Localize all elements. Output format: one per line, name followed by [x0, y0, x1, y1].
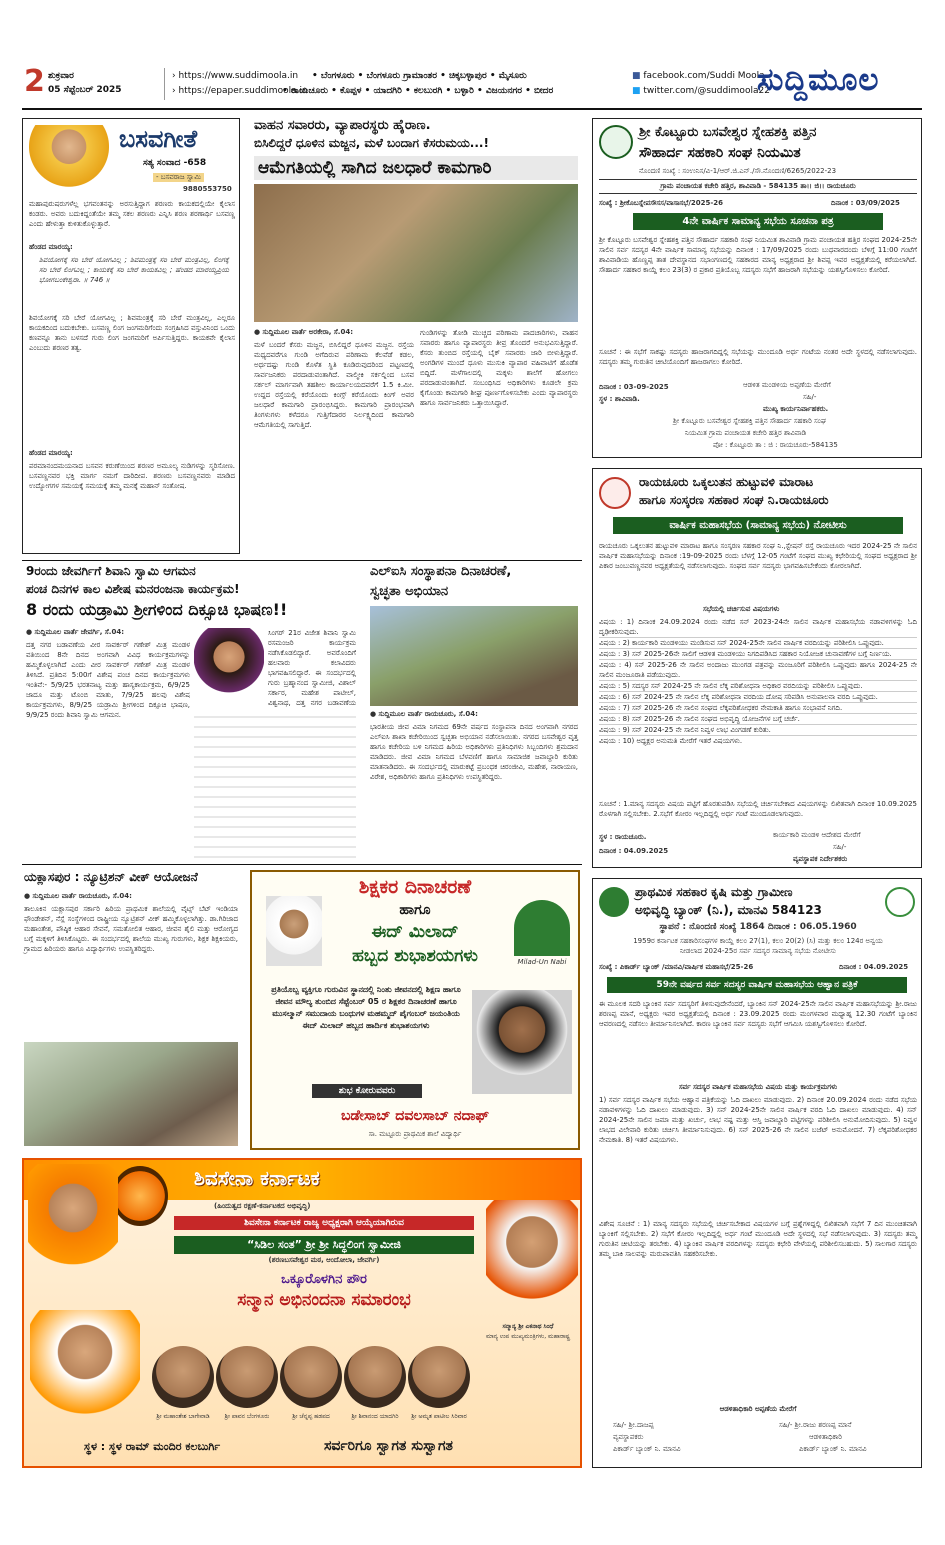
ad-line-5: ಸನ್ಮಾನ ಅಭಿನಂದನಾ ಸಮಾರಂಭ — [237, 1290, 411, 1310]
label-hendada: ಹೆಂಡದ ಮಾರಯ್ಯ: — [29, 243, 73, 251]
person-photo — [280, 1346, 342, 1408]
story-headline-2: ಸ್ವಚ್ಛತಾ ಅಭಿಯಾನ — [370, 584, 449, 599]
cities-row-1: • ಬೆಂಗಳೂರು • ಬೆಂಗಳೂರು ಗ್ರಾಮಾಂತರ • ಚಿಕ್ಕಬಳ್ಳಾಪುರ • ಮೈಸೂರು — [312, 71, 527, 81]
signature-line-5: ನಿಯಮಿತ ಗ್ರಾಮ ಪಂಚಾಯತ ಕಚೇರಿ ಹತ್ತಿರ ಶಾವಿವಾಡಿ — [685, 429, 807, 437]
story-headline: ಯಕ್ಲಾಸಪುರ : ನ್ಯೂಟ್ರಿಶನ್ ವೀಕ್ ಆಯೋಜನೆ — [24, 870, 198, 884]
bank-title-2: ಅಭಿವೃದ್ಧಿ ಬ್ಯಾಂಕ್ (ನಿ.), ಮಾನವಿ 584123 — [635, 903, 822, 917]
reference-date: ದಿನಾಂಕ : 03/09/2025 — [831, 199, 900, 207]
reference-number: ಸಂಖ್ಯೆ : ಪಿಕಾರ್ಡ್ ಬ್ಯಾಂಕ್ /ಮಾನವಿ/ವಾರ್ಷಿಕ ಮಹಾಸಭೆ/25-26 — [599, 963, 754, 971]
facebook-link[interactable]: ■ facebook.com/Suddi Moola — [632, 71, 765, 81]
okkalutana-notice — [592, 468, 922, 868]
globe-icon: › — [172, 86, 179, 96]
story-headline: 8 ರಂದು ಯಡ್ರಾಮಿ ಶ್ರೀಗಳಿಂದ ದಿಕ್ಸೂಚಿ ಭಾಷಣ!! — [26, 600, 288, 619]
ad-line-1: ಶಿಕ್ಷಕರ ದಿನಾಚರಣೆ — [358, 876, 472, 898]
column-subtitle: ಸತ್ಯ ಸಂವಾದ -658 — [143, 158, 207, 168]
cities-row-2: • ರಾಯಚೂರು • ಕೊಪ್ಪಳ • ಯಾದಗಿರಿ • ಕಲಬುರಗಿ • ಬಳ್ಳಾರಿ • ವಿಜಯನಗರ • ಬೀದರ — [282, 86, 554, 96]
person-photo — [408, 1346, 470, 1408]
venue: ಸ್ಥಳ : ಸ್ಥಳ ರಾಮ್ ಮಂದಿರ ಕಲಬುರ್ಗಿ — [84, 1440, 221, 1453]
teachers-day-ad — [250, 870, 580, 1150]
signature-line-2: ಸಹಿ/- — [803, 393, 817, 401]
notice-heading: ವಾರ್ಷಿಕ ಮಹಾಸಭೆಯ (ಸಾಮಾನ್ಯ ಸಭೆಯ) ನೋಟೀಸು — [613, 517, 903, 534]
amegathi-story — [250, 118, 580, 554]
bank-title-1: ಪ್ರಾಥಮಿಕ ಸಹಕಾರ ಕೃಷಿ ಮತ್ತು ಗ್ರಾಮೀಣ — [635, 885, 793, 899]
notice-date: ದಿನಾಂಕ : 04.09.2025 — [599, 847, 669, 855]
signature-line-3: ಮುಖ್ಯ ಕಾರ್ಯನಿರ್ವಾಹಕರು. — [763, 405, 829, 413]
agenda-item: ವಿಷಯ : 1) ದಿನಾಂಕ 24.09.2024 ರಂದು ನಡೆದ ಸನ್ 2023-24ನೇ ಸಾಲಿನ ವಾರ್ಷಿಕ ಮಹಾಸಭೆಯ ನಡಾವಳಿಗಳನ್ನು ಓದಿ ದೃಢೀಕರಿಸುವುದು. — [599, 618, 917, 636]
handshake-logo — [599, 477, 631, 509]
wisher-designation: ಸಾ. ಮಟ್ಟೂರು ಪ್ರಾಥಮಿಕ ಶಾಲೆ ವಿದ್ಯಾರ್ಥಿ — [368, 1130, 462, 1138]
basavageethe-column — [22, 118, 240, 554]
agenda-title: ಸಭೆಯಲ್ಲಿ ಚರ್ಚಿಸುವ ವಿಷಯಗಳು — [703, 605, 780, 613]
website-link[interactable]: › https://www.suddimoola.in — [172, 71, 299, 81]
notice-title-2: ಹಾಗೂ ಸಂಸ್ಕರಣ ಸಹಕಾರ ಸಂಘ ನಿ.ರಾಯಚೂರು — [639, 493, 829, 507]
header-day: ಶುಕ್ರವಾರ — [48, 71, 74, 81]
signature-line-4: ಶ್ರೀ ಕೊಟ್ಟೂರು ಬಸವೇಶ್ವರ ಸ್ನೇಹಶಕ್ತಿ ಪತ್ತಿನ ಸೌಹಾರ್ದ ಸಹಕಾರಿ ಸಂಘ — [673, 417, 827, 425]
facebook-icon: ■ — [632, 71, 644, 81]
shivani-story — [22, 564, 358, 860]
leader-name: ಸನ್ಮಾನ್ಯ ಶ್ರೀ ಎಕನಾಥ ಸಿಂಧೆ — [502, 1323, 554, 1330]
agenda-item: ವಿಷಯ : 2) ಕಾರ್ಯಕಾರಿ ಮಂಡಳಿಯು ಮಂಡಿಸುವ ಸನ್ 2024-25ನೇ ಸಾಲಿನ ವಾರ್ಷಿಕ ವರದಿಯನ್ನು ಪರಿಶೀಲಿಸಿ ಒಪ್ಪುವುದು. — [599, 638, 917, 649]
notice-intro: ರಾಯಚೂರು ಒಕ್ಕಲುತನ ಹುಟ್ಟುವಳಿ ಮಾರಾಟ ಹಾಗೂ ಸಂಸ್ಕರಣ ಸಹಕಾರ ಸಂಘ ನಿ.,ಸ್ಟೇಷನ್ ರಸ್ತೆ ರಾಯಚೂರು ಇದರ 2024-25 ನೇ ಸಾಲಿನ ವಾರ್ಷಿಕ ಮಹಾಸಭೆಯನ್ನು ದಿನಾಂಕ :19-09-2025 ರಂದು ಬೆಳಗ್ಗೆ 12-05 ಗಂಟೆಗೆ ಸಂಘದ ಮುಖ್ಯ ಕಛೇರಿಯಲ್ಲಿ ಸಂಘದ ಅಧ್ಯಕ್ಷರಾದ ಶ್ರೀ ಪಿಕಾರ ಜಂಬುವಣ್ಣನವರ ಅಧ್ಯಕ್ಷತೆಯಲ್ಲಿ ನಡೆಸಲಾಗುವುದು. ಸಂಘದ ಸರ್ವ ಸದಸ್ಯರು ಭಾಗವಹಿಸಬೇಕೆಂದು ಕೋರಲಾಗಿದೆ. — [599, 542, 917, 570]
page-number: 2 — [24, 64, 45, 99]
notice-body: ಈ ಮೂಲಕ ಸದರಿ ಬ್ಯಾಂಕಿನ ಸರ್ವ ಸದಸ್ಯರಿಗೆ ತಿಳಿಸುವುದೇನೆಂದರೆ, ಬ್ಯಾಂಕಿನ ಸನ್ 2024-25ನೇ ಸಾಲಿನ ವಾರ್ಷಿಕ ಮಹಾಸಭೆಯನ್ನು ಶ್ರೀ.ರಾಜು ಶರಣಪ್ಪ ಮಾನೆ, ಅಧ್ಯಕ್ಷರು ಇವರ ಅಧ್ಯಕ್ಷತೆಯಲ್ಲಿ ದಿನಾಂಕ : 23.09.2025 ರಂದು ಮಂಗಳವಾರ ಮಧ್ಯಾಹ್ನ 12.30 ಗಂಟೆಗೆ ಬ್ಯಾಂಕಿನ ಆವರಣದಲ್ಲಿ ನಡೆಸಲು ತೀರ್ಮಾನಿಸಲಾಗಿದೆ. ಕಾರಣ ಬ್ಯಾಂಕಿನ ಸರ್ವ ಸದಸ್ಯರು ಸಭೆಗೆ ಆಗಮಿಸಿ ಯಶಸ್ವಿಗೊಳಿಸಲು ಕೋರಿದೆ. — [599, 1000, 917, 1028]
nutrition-week-story — [22, 870, 240, 1150]
story-body-left: ದತ್ತ ನಗರ ಬಡಾವಣೆಯ ವೀರ ಸಾವರ್ಕರ್ ಗಣೇಶ್ ಮಿತ್ರ ಮಂಡಳ ವತಿಯಿಂದ 8ನೇ ದಿನದ ಅಂಗವಾಗಿ ವಿವಿಧ ಕಾರ್ಯಕ್ರಮಗಳನ್ನು ಹಮ್ಮಿಕೊಳ್ಳಲಾಗಿದೆ ಎಂದು ವೀರ ಸಾವರ್ಕರ್ ಗಣೇಶ್ ಮಿತ್ರ ಮಂಡಳ ತಿಳಿಸಿದೆ. ಪ್ರತಿದಿನ 5:00ಗೆ ವಿಶೇಷ ಪಂಚ ದಿನದ ಕಾರ್ಯಕ್ರಮಗಳು ಇಂತಿವೆ:- 5/9/25 ಭರತನಾಟ್ಯ ಮತ್ತು ಹಾಸ್ಯಕಾರ್ಯಕ್ರಮ, 6/9/25 ಜಾದೂ ಮತ್ತು ಟೊಂಬಿ ಮಾತು, 7/9/25 ಹಲವು ವಿಶೇಷ ಕಾರ್ಯಕ್ರಮಗಳು, 8/9/25 ಯಡ್ರಾಮಿ ಶ್ರೀಗಳಿಂದ ದಿಕ್ಸೂಚಿ ಭಾಷಣ, 9/9/25 ರಂದು ಶಿವಾನಿ ಸ್ವಾಮಿ ಆಗಮನ. — [26, 641, 190, 719]
column-title: ಬಸವಗೀತೆ — [119, 125, 198, 153]
special-note: ವಿಶೇಷ ಸೂಚನೆ : 1) ಮಾನ್ಯ ಸದಸ್ಯರು ಸಭೆಯಲ್ಲಿ ಚರ್ಚಿಸಬೇಕಾದ ವಿಷಯಗಳ ಬಗ್ಗೆ ಪ್ರಶ್ನೆಗಳಿದ್ದಲ್ಲಿ ಲಿಖಿತವಾಗಿ ಸಭೆಗೆ 7 ದಿನ ಮುಂಚಿತವಾಗಿ ಬ್ಯಾಂಕಿಗೆ ಸಲ್ಲಿಸಬೇಕು. 2) ಸಭೆಗೆ ಕೋರಂ ಇಲ್ಲದಿದ್ದಲ್ಲಿ ಅರ್ಧ ಗಂಟೆ ಮುಂದೂಡಿ ಅದೇ ಸ್ಥಳದಲ್ಲಿ ಸಭೆ ನಡೆಸಲಾಗುವುದು. 3) ಸದಸ್ಯರು ತಮ್ಮ ಗುರುತಿನ ಚೀಟಿಯನ್ನು ತರಬೇಕು. 4) ಬ್ಯಾಂಕಿನ ವಾರ್ಷಿಕ ವರದಿಗಳನ್ನು ಸದಸ್ಯರು ಕಛೇರಿ ವೇಳೆಯಲ್ಲಿ ಪರಿಶೀಲಿಸಬಹುದು. 5) ಸಾಲಗಾರ ಸದಸ್ಯರು ತಮ್ಮ ಬಾಕಿ ಸಾಲವನ್ನು ಮರುಪಾವತಿಸಿ ಸಹಕರಿಸಬೇಕು. — [599, 1220, 917, 1258]
agenda-item: ವಿಷಯ : 5) ಸದಸ್ಯರ ಸನ್ 2024-25 ನೇ ಸಾಲಿನ ಲೆಕ್ಕ ಪರಿಶೋಧನಾ ಅಧಿಕಾರ ವರದಿಯನ್ನು ಪರಿಶೀಲಿಸಿ ಒಪ್ಪುವುದು. — [599, 681, 917, 692]
story-dateline: ● ಸುದ್ದಿಮೂಲ ವಾರ್ತೆ ಜೇವರ್ಗಿ, ಸೆ.04: — [26, 628, 125, 636]
story-kicker-2: ಬಿಸಿಲಿದ್ದರೆ ಧೂಳಿನ ಮಜ್ಜನ, ಮಳೆ ಬಂದಾಗ ಕೆಸರುಮಯ...! — [254, 136, 489, 150]
bank-act-reference-2: ನೀಡಲಾದ 2024-25ರ ಸರ್ವ ಸದಸ್ಯರ ಸಾಮಾನ್ಯ ಸಭೆಯ ನೋಟೀಸು — [679, 947, 837, 955]
notice-date: ದಿನಾಂಕ : 03-09-2025 — [599, 383, 669, 391]
ad-line-1: ಶಿವಸೇನಾ ಕರ್ನಾಟಕ ರಾಜ್ಯ ಅಧ್ಯಕ್ಷರಾಗಿ ಆಯ್ಕೆಯಾಗಿರುವ — [174, 1216, 474, 1230]
reference-number: ಸಂಖ್ಯೆ : ಶ್ರೀಕೊಬಸ್ನೇಪಸೌಸಸ/ವಾಸಾಸಭೆ/2025-26 — [599, 199, 724, 207]
person-name: ಶ್ರೀ ಚೆನ್ನಪ್ಪ ಹಡಪದ — [292, 1413, 330, 1420]
epaper-link[interactable]: › https://epaper.suddimoola.in — [172, 86, 308, 96]
story-dateline: ● ಸುದ್ದಿಮೂಲ ವಾರ್ತೆ ಅರಕೇರಾ, ಸೆ.04: — [254, 328, 353, 336]
tiger-emblem — [112, 1166, 168, 1226]
signature-header: ಆಡಳಿತಾಧಿಕಾರಿ ಅಪ್ಪಣೆಯ ಮೇರೆಗೆ — [719, 1405, 797, 1413]
signature-left-1: ಸಹಿ/- ಶ್ರೀ.ದಾಜಪ್ಪ — [613, 1421, 654, 1429]
agenda-title: ಸರ್ವ ಸದಸ್ಯರ ವಾರ್ಷಿಕ ಮಹಾಸಭೆಯ ವಿಷಯ ಮತ್ತು ಕಾರ್ಯಕ್ರಮಗಳು — [678, 1083, 838, 1091]
trench-photo — [254, 184, 578, 322]
signature-line-1: ಕಾರ್ಯಕಾರಿ ಮಂಡಳಿ ಆದೇಶದ ಮೇರೆಗೆ — [773, 831, 861, 839]
notice-note: ಸೂಚನೆ : ಈ ಸಭೆಗೆ ಸಾಕಷ್ಟು ಸದಸ್ಯರು ಹಾಜರಾಗದಿದ್ದಲ್ಲಿ ಸಭೆಯನ್ನು ಮುಂದೂಡಿ ಅರ್ಧ ಗಂಟೆಯ ನಂತರ ಅದೇ ಸ್ಥಳದಲ್ಲಿ ನಡೆಸಲಾಗುವುದು. ಸದಸ್ಯರು ತಮ್ಮ ಗುರುತಿನ ಚೀಟಿಯೊಂದಿಗೆ ಹಾಜರಾಗಲು ಕೋರಿದೆ. — [599, 348, 917, 366]
ad-line-2: “ಸಿಡಿಲ ಸಂತ” ಶ್ರೀ ಶ್ರೀ ಸಿದ್ಧಲಿಂಗ ಸ್ವಾಮೀಜಿ — [174, 1236, 474, 1254]
notice-title-1: ಶ್ರೀ ಕೊಟ್ಟೂರು ಬಸವೇಶ್ವರ ಸ್ನೇಹಶಕ್ತಿ ಪತ್ತಿನ — [639, 125, 817, 140]
school-event-photo — [24, 1042, 238, 1146]
agenda-list — [599, 617, 917, 797]
header-date: 05 ಸೆಪ್ಟೆಂಬರ್ 2025 — [48, 85, 122, 95]
person-photo — [216, 1346, 278, 1408]
wishers-label: ಶುಭ ಕೋರುವವರು — [312, 1084, 422, 1098]
bank-establishment: ಸ್ಥಾಪನೆ : ನೊಂದಣಿ ಸಂಖ್ಯೆ 1864 ದಿನಾಂಕ : 06.05.1960 — [659, 922, 857, 932]
story-body: ಭಾರತೀಯ ಜೀವ ವಿಮಾ ನಿಗಮದ 69ನೇ ವರ್ಷದ ಸಂಸ್ಥಾಪನಾ ದಿನದ ಅಂಗವಾಗಿ ನಗರದ ಎಲ್ಐಸಿ ಶಾಖಾ ಕಚೇರಿಯಿಂದ ಸ್ವಚ್ಛತಾ ಅಭಿಯಾನ ನಡೆಸಲಾಯಿತು. ನಗರದ ಬಸವೇಶ್ವರ ವೃತ್ತ ಹಾಗೂ ಕಚೇರಿಯ ಬಳಿ ನಿಗಮದ ಹಿರಿಯ ಅಧಿಕಾರಿಗಳು ಪ್ರತಿನಿಧಿಗಳು ಸಿಬ್ಬಂದಿಗಳು ಶ್ರಮದಾನ ಮಾಡಿದರು. ಜೀವ ವಿಮಾ ನಿಗಮದ ಬೆಳವಣಿಗೆ ಹಾಗೂ ಸಾಮಾಜಿಕ ಜವಾಬ್ದಾರಿ ಕುರಿತು ಮಾತನಾಡಿದರು. ಈ ಸಂದರ್ಭದಲ್ಲಿ ಮಾರುಕಟ್ಟೆ ಪ್ರಬಂಧಕ ಚಿರಂಜೀವಿ, ಮಹೇಶ, ನಾರಾಯಣ, ವಿರೇಶ, ಅಧಿಕಾರಿಗಳು ಹಾಗೂ ಪ್ರತಿನಿಧಿಗಳು ಉಪಸ್ಥಿತರಿದ್ದರು. — [370, 723, 578, 781]
ad-line-4: ಹಬ್ಬದ ಶುಭಾಶಯಗಳು — [352, 946, 478, 966]
story-body-right-continued — [194, 708, 356, 858]
person-name: ಶ್ರೀ ಮಹಾಂತೇಶ ಬಾಗೇವಾಡಿ — [156, 1413, 210, 1420]
left-portrait — [30, 1310, 140, 1430]
column-intro: ಮಹಾಪುರುಷರುಗಳೆಲ್ಲ ಭಗವಂತನನ್ನು ಅರಸುತ್ತಿದ್ದಾಗ ಶರಣರು ಕಾಯಕದಲ್ಲಿಯೇ ಕೈಲಾಸ ಕಂಡರು. ಅವರು ಬದುಕಿದ್ದಂತೆಯೇ ತಮ್ಮ ಸಕಲ ಶರಣರು ಎನ್ನಿಸಿ ಶರಣ ಶರಣಾರ್ಥಿ ಬಸವಣ್ಣ ಎಂದು ಹೇಳುತ್ತಾ ಕುಳಿತುಕೊಳ್ಳುತ್ತಾರೆ. — [29, 200, 235, 228]
story-kicker-1: 9ರಂದು ಜೇವರ್ಗಿಗೆ ಶಿವಾನಿ ಸ್ವಾಮಿ ಆಗಮನ — [26, 564, 196, 578]
notice-place: ಸ್ಥಳ : ರಾಯಚೂರು. — [599, 833, 647, 841]
person-name: ಶ್ರೀ ಪಾವನ ಬೆಂಗಳೂರು — [224, 1413, 270, 1420]
story-body-right: ಸಿಂಗರ್ 21ರ ವಿಜೇತ ಶಿವಾನಿ ಸ್ವಾಮಿ ರಸಮಂಜರಿ ಕಾರ್ಯಕ್ರಮ ನಡೆಸಿಕೊಡಲಿದ್ದಾರೆ. ಅವರೊಂದಿಗೆ ಹಲವಾರು ಕಲಾವಿದರು ಭಾಗವಹಿಸಲಿದ್ದಾರೆ. ಈ ಸಂದರ್ಭದಲ್ಲಿ ಗುರು ಬ್ರಹ್ಮಾನಂದ ಸ್ವಾಮೀಜಿ, ವಿಶಾಲ್ ಸರ್ಕಾರ, ಮಹೇಶ ಪಾಟೀಲ್, ವಿಶ್ವನಾಥ, ದತ್ತ ನಗರ ಬಡಾವಣೆಯ — [268, 629, 356, 707]
swamiji-photo — [28, 1164, 118, 1274]
story-dateline: ● ಸುದ್ದಿಮೂಲ ವಾರ್ತೆ ರಾಯಚೂರು, ಸೆ.04: — [24, 892, 132, 900]
page-header — [22, 64, 922, 104]
milad-label: Milad-Un Nabi — [517, 958, 567, 966]
swamiji-portrait — [29, 125, 109, 187]
signature-left-2: ವ್ಯವಸ್ಥಾಪಕರು — [613, 1433, 644, 1441]
story-body: ತಾಲೂಕಿನ ಯಕ್ಲಾಸಪುರ ಸರ್ಕಾರಿ ಹಿರಿಯ ಪ್ರಾಥಮಿಕ ಶಾಲೆಯಲ್ಲಿ ವೈಟ್ಸ್ ಬೆಟ್ ಇಂಡಿಯಾ ಫೌಂಡೇಶನ್, ನೆಸ್ಲೆ ಸಂಸ್ಥೆಗಳಿಂದ ರಾಷ್ಟ್ರೀಯ ನ್ಯೂಟ್ರಿಶನ್ ವೀಕ್ ಹಮ್ಮಿಕೊಳ್ಳಲಾಗಿತ್ತು. ಡಾ.ಗಿರಿಜಾದ ಮಹಾಂತೇಶ, ಪೌಷ್ಠಿಕ ಆಹಾರ ಸೇವನೆ, ಸಮತೋಲಿತ ಆಹಾರ, ಜೀವನ ಶೈಲಿ ಮತ್ತು ಆರೋಗ್ಯದ ಬಗ್ಗೆ ಮಕ್ಕಳಿಗೆ ತಿಳಿಸಿಕೊಟ್ಟರು. ಈ ಸಂದರ್ಭದಲ್ಲಿ ಶಾಲೆಯ ಮುಖ್ಯ ಗುರುಗಳು, ಶಿಕ್ಷಕ ಶಿಕ್ಷಕಿಯರು, ಗ್ರಾಮದ ಹಿರಿಯರು ಹಾಗೂ ವಿದ್ಯಾರ್ಥಿಗಳು ಉಪಸ್ಥಿತರಿದ್ದರು. — [24, 905, 238, 953]
twitter-link[interactable]: ■ twitter.com/@suddimoola22 — [632, 86, 770, 96]
ad-title: ಶಿವಸೇನಾ ಕರ್ನಾಟಕ — [194, 1166, 320, 1190]
column-explanation: ಶಿವಯೋಗಕ್ಕೆ ಸರಿ ಬೇರೆ ಯೋಗವಿಲ್ಲ ; ಶಿವಮಂತ್ರಕ್ಕೆ ಸರಿ ಬೇರೆ ಮಂತ್ರವಿಲ್ಲ, ಎಲ್ಲರೂ ಕಾಯಕದಿಂದ ಬದುಕಬೇಕು. ಬಸವಣ್ಣ ಲಿಂಗ ಜಂಗಮರಿಗೆಂದು ಸಂಗ್ರಹಿಸಿದ ವಸ್ತುವಿನಿಂದ ಒಂದು ಕಣವನ್ನೂ ತಾನು ಬಳಸದೆ ಗುರು ಲಿಂಗ ಜಂಗಮರಿಗೆ ಅರ್ಪಿಸುತ್ತಿದ್ದರು. ಕಾಯಕವೇ ಕೈಲಾಸ ಎಂಬುದು ಶರಣರ ತತ್ವ. — [29, 314, 235, 352]
agenda-item: ವಿಷಯ : 3) ಸನ್ 2025-26ನೇ ಸಾಲಿಗೆ ಆಡಳಿತ ಮಂಡಳಿಯು ನಿಗದಿಪಡಿಸಿದ ಸಹಕಾರ ನಿಯೋಜಕ ಚುನಾವಣೆಗಳ ಬಗ್ಗೆ ನಿರ್ಣಯ. — [599, 649, 917, 660]
lic-story — [366, 564, 582, 860]
signature-line-3: ವ್ಯವಸ್ಥಾಪಕ ನಿರ್ದೇಶಕರು — [793, 855, 848, 863]
label-hendada-2: ಹೆಂಡದ ಮಾರಯ್ಯ: — [29, 449, 73, 457]
signature-right-1: ಸಹಿ/- ಶ್ರೀ.ರಾಜು ಶರಣಪ್ಪ ಮಾನೆ — [779, 1421, 852, 1429]
vachana-verse: ಶಿವಯೋಗಕ್ಕೆ ಸರಿ ಬೇರೆ ಯೋಗವಿಲ್ಲ ; ಶಿವಮಂತ್ರಕ್ಕೆ ಸರಿ ಬೇರೆ ಮಂತ್ರವಿಲ್ಲ, ಲಿಂಗಕ್ಕೆ ಸರಿ ಬೇರೆ ಲಿಂಗವಿಲ್ಲ ; ಕಾಯಕಕ್ಕೆ ಸರಿ ಬೇರೆ ಕಾಯಕವಿಲ್ಲ ; ಹೆಂಡದ ಮಾರಯ್ಯಪ್ರಿಯ ಭೋಗಬಂಕೇಶ್ವರಾ. ॥ 746 ॥ — [39, 256, 229, 284]
story-kicker-2: ಪಂಚ ದಿನಗಳ ಕಾಲ ವಿಶೇಷ ಮನರಂಜನಾ ಕಾರ್ಯಕ್ರಮ! — [26, 582, 240, 596]
signature-line-1: ಆಡಳಿತ ಮಂಡಳಿಯ ಅಪ್ಪಣೆಯ ಮೇರೆಗೆ — [743, 381, 831, 389]
person-name: ಶ್ರೀ ಅಮೃತ ಪಾಟೀಲ ಸಿರಿವಾರ — [411, 1413, 467, 1420]
twitter-icon: ■ — [632, 86, 644, 96]
bank-notice — [592, 878, 922, 1468]
masthead-logo: ಸುದ್ದಿಮೂಲ — [757, 62, 880, 98]
column-conclusion: ಪರಮಾನಂದಮಯನಾದ ಬಸವನ ಕರುಣೆಯಿಂದ ಶರಣರ ಅಮೂಲ್ಯ ನುಡಿಗಳನ್ನು ಸ್ಮರಿಸೋಣ. ಬಸವಣ್ಣನವರ ಭಕ್ತಿ ಮಾರ್ಗ ನಮಗೆ ದಾರಿದೀಪ. ಶರಣರು ಬಸವಣ್ಣನವರು ಮಾಡಿದ ಉದ್ಯೋಗಗಳ ಸಮಯಕ್ಕೆ ಸಮಯಕ್ಕೆ ತಮ್ಮ ಮನಕ್ಕೆ ಮಹಾನ್ ಸಂತೋಷ. — [29, 462, 235, 490]
registration-number: ನೊಂದಣಿ ಸಂಖ್ಯೆ : ಸಂಉನಿಸ/ವಿ-1/ಆರ್.ಜಿ.ಎನ್./ಸೌ.ನೊಂದಣಿ/6265/2022-23 — [639, 167, 837, 175]
agenda-item: ವಿಷಯ : 10) ಅಧ್ಯಕ್ಷರ ಅನುಮತಿ ಮೇರೆಗೆ ಇತರೆ ವಿಷಯಗಳು. — [599, 737, 743, 745]
column-author: - ಬಸವರಾಜ ಸ್ವಾಮಿ — [153, 173, 204, 182]
international-year-logo — [885, 887, 915, 917]
notice-heading: 59ನೇ ವರ್ಷದ ಸರ್ವ ಸದಸ್ಯರ ವಾರ್ಷಿಕ ಮಹಾಸಭೆಯ ಆಹ್ವಾನ ಪತ್ರಿಕೆ — [607, 977, 907, 993]
signature-line-2: ಸಹಿ/- — [833, 843, 847, 851]
society-address: ಗ್ರಾಮ ಪಂಚಾಯತ ಕಚೇರಿ ಹತ್ತಿರ, ಶಾವಿವಾಡಿ - 584135 ತಾ।। ಜಿ।। ರಾಯಚೂರು — [599, 179, 917, 194]
story-headline: ಆಮೆಗತಿಯಲ್ಲಿ ಸಾಗಿದ ಜಲಧಾರೆ ಕಾಮಗಾರಿ — [254, 156, 578, 180]
shivsena-ad — [22, 1158, 582, 1468]
agenda-item: ವಿಷಯ : 9) ಸನ್ 2024-25 ನೇ ಸಾಲಿನ ನಿವ್ವಳ ಲಾಭ ವಿಂಗಡಣೆ ಕುರಿತು. — [599, 725, 917, 736]
kotturu-notice — [592, 118, 922, 458]
signature-line-6: ಪೋ : ಕೊಟ್ಟೂರು ತಾ : ಜಿ : ರಾಯಚೂರು-584135 — [713, 441, 838, 449]
ad-subtitle: (ಹಿಂದುತ್ವದ ರಕ್ಷಣೆ-ಕರ್ನಾಟಕದ ಅಭಿವೃದ್ಧಿ) — [214, 1202, 311, 1210]
story-headline-1: ಎಲ್ಐಸಿ ಸಂಸ್ಥಾಪನಾ ದಿನಾಚರಣೆ, — [370, 564, 512, 579]
ad-line-2: ಹಾಗೂ — [399, 902, 431, 918]
wisher-photo — [472, 990, 572, 1094]
notice-body: ಶ್ರೀ ಕೊಟ್ಟೂರು ಬಸವೇಶ್ವರ ಸ್ನೇಹಶಕ್ತಿ ಪತ್ತಿನ ಸೌಹಾರ್ದ ಸಹಕಾರಿ ಸಂಘ ನಿಯಮಿತ ಶಾವಿವಾಡಿ ಗ್ರಾಮ ಪಂಚಾಯತ ಹತ್ತಿರ ಸಂಘದ 2024-25ನೇ ಸಾಲಿನ ಸರ್ವ ಸದಸ್ಯರ 4ನೇ ವಾರ್ಷಿಕ ಸಾಮಾನ್ಯ ಸಭೆಯನ್ನು ದಿನಾಂಕ : 17/09/2025 ರಂದು ಬುಧವಾರದಂದು ಬೆಳಿಗ್ಗೆ 11:00 ಗಂಟೆಗೆ ಶಾವಿವಾಡಿಯ ಹೊಣ್ಣಪ್ಪ ತಾತ ದೇವಸ್ಥಾನದ ಸಭಾಂಗಣದಲ್ಲಿ ಸಹಕಾರದ ಮಾನ್ಯ ಅಧ್ಯಕ್ಷರಾದ ಶ್ರೀ ಶಿವಪ್ಪ ಇವರ ಅಧ್ಯಕ್ಷತೆಯಲ್ಲಿ ಕರೆಯಲಾಗಿದೆ. ಸೌಹಾರ್ದ ಸಹಕಾರ ಕಾಯ್ದೆ ಕಲಂ 23(3) ರ ಪ್ರಕಾರ ಪ್ರತಿಯೊಬ್ಬ ಸದಸ್ಯರು ಸಭೆಗೆ ಹಾಜರಾಗಿ ಸಭೆಯನ್ನು ಯಶಸ್ವಿಗೊಳಿಸಲು ಕೋರಿದೆ. — [599, 236, 917, 274]
mosque-icon — [514, 900, 570, 956]
notice-place: ಸ್ಥಳ : ಶಾವಿವಾಡಿ. — [599, 395, 640, 403]
globe-icon: › — [172, 71, 179, 81]
person-name: ಶ್ರೀ ಶಿವಾನಂದ ಯಾದಗಿರಿ — [351, 1413, 399, 1420]
notice-title-2: ಸೌಹಾರ್ದ ಸಹಕಾರಿ ಸಂಘ ನಿಯಮಿತ — [639, 145, 801, 161]
agenda-item: ವಿಷಯ : 4) ಸನ್ 2025-26 ನೇ ಸಾಲಿನ ಅಂದಾಜು ಮುಂಗಡ ಪತ್ರವನ್ನು ಮಂಜೂರಿಗೆ ಪರಿಶೀಲಿಸಿ ಒಪ್ಪುವುದು ಹಾಗೂ 2024-25 ನೇ ಸಾಲಿನ ಮಂಜೂರಾತಿ ಪಡೆಯುವುದು. — [599, 661, 917, 679]
notice-title-1: ರಾಯಚೂರು ಒಕ್ಕಲುತನ ಹುಟ್ಟುವಳಿ ಮಾರಾಟ — [639, 475, 814, 489]
notice-note: ಸೂಚನೆ : 1.ಮಾನ್ಯ ಸದಸ್ಯರು ವಿಷಯ ಪಟ್ಟಿಗೆ ಹೊರತುಪಡಿಸಿ ಸಭೆಯಲ್ಲಿ ಚರ್ಚಿಸಬೇಕಾದ ವಿಷಯಗಳನ್ನು ಲಿಖಿತವಾಗಿ ದಿನಾಂಕ 10.09.2025 ರೊಳಗಾಗಿ ಸಲ್ಲಿಸಬೇಕು. 2.ಸಭೆಗೆ ಕೋರಂ ಇಲ್ಲದಿದ್ದಲ್ಲಿ ಅರ್ಧ ಗಂಟೆ ಮುಂದೂಡಲಾಗುವುದು. — [599, 800, 917, 818]
leader-photo — [486, 1200, 578, 1320]
society-logo — [599, 125, 633, 159]
leader-designation: ಮಾನ್ಯ ಉಪ ಮುಖ್ಯಮಂತ್ರಿಗಳು, ಮಹಾರಾಷ್ಟ್ರ — [485, 1333, 570, 1340]
welcome-text: ಸರ್ವರಿಗೂ ಸ್ವಾಗತ ಸುಸ್ವಾಗತ — [324, 1438, 453, 1454]
wisher-name: ಬಡೇಸಾಬ್ ದವಲಸಾಬ್ ನದಾಫ್ — [340, 1108, 490, 1124]
lic-cleanup-photo — [370, 606, 578, 706]
signature-right-3: ಪಿಕಾರ್ಡ್ ಬ್ಯಾಂಕ್ ನಿ. ಮಾನವಿ — [799, 1445, 867, 1453]
agenda-item: ವಿಷಯ : 8) ಸನ್ 2025-26 ನೇ ಸಾಲಿನ ಸಂಘದ ಅಭಿವೃದ್ಧಿ ಯೋಜನೆಗಳ ಬಗ್ಗೆ ಚರ್ಚೆ. — [599, 714, 917, 725]
signature-right-2: ಆಡಳಿತಾಧಿಕಾರಿ — [809, 1433, 842, 1441]
story-kicker-1: ವಾಹನ ಸವಾರರು, ವ್ಯಾಪಾರಸ್ಥರು ಹೈರಾಣ. — [254, 118, 431, 133]
bank-act-reference: 1959ರ ಕರ್ನಾಟಕ ಸಹಕಾರಿಸಂಘಗಳ ಕಾಯ್ದೆ ಕಲಂ 27(1), ಕಲಂ 20(2) (ಸಿ) ಮತ್ತು ಕಲಂ 124ರ ಅನ್ವಯ — [633, 937, 883, 945]
agenda-item: ವಿಷಯ : 7) ಸನ್ 2025-26 ನೇ ಸಾಲಿನ ಸಂಘದ ಲೆಕ್ಕಪರಿಶೋಧಕರ ನೇಮಕಾತಿ ಹಾಗೂ ಸಂಭಾವನೆ ನಿಗದಿ. — [599, 703, 917, 714]
agenda-body: 1) ಸರ್ವ ಸದಸ್ಯರ ವಾರ್ಷಿಕ ಸಭೆಯ ಆಹ್ವಾನ ಪತ್ರಿಕೆಯನ್ನು ಓದಿ ದಾಖಲು ಮಾಡುವುದು. 2) ದಿನಾಂಕ 20.09.2024 ರಂದು ನಡೆದ ಸಭೆಯ ನಡಾವಳಿಗಳನ್ನು ಓದಿ ದಾಖಲು ಮಾಡುವುದು. 3) ಸನ್ 2024-25ನೇ ಸಾಲಿನ ವಾರ್ಷಿಕ ವರದಿ ಓದಿ ದಾಖಲು ಮಾಡುವುದು. 4) ಸನ್ 2024-25ನೇ ಸಾಲಿನ ಜಮಾ ಮತ್ತು ಖರ್ಚು, ಲಾಭ ನಷ್ಟ ಮತ್ತು ಆಸ್ತಿ ಜವಾಬ್ದಾರಿ ಪಟ್ಟಿಗಳನ್ನು ಪರಿಶೀಲಿಸಿ ಅನುಮೋದಿಸುವುದು. 5) ನಿವ್ವಳ ಲಾಭದ ವಿಲೇವಾರಿ ಕುರಿತು ಚರ್ಚಿಸಿ ತೀರ್ಮಾನಿಸುವುದು. 6) ಸನ್ 2025-26 ನೇ ಸಾಲಿನ ಬಜೆಟ್ ಅನುಮೋದನೆ. 7) ಲೆಕ್ಕಪರಿಶೋಧಕರ ನೇಮಕಾತಿ. 8) ಇತರೆ ವಿಷಯಗಳು. — [599, 1096, 917, 1144]
agenda-item: ವಿಷಯ : 6) ಸನ್ 2024-25 ನೇ ಸಾಲಿನ ಲೆಕ್ಕ ಪರಿಶೋಧನಾ ವರದಿಯ ದೋಷ ಸರಿಪಡಿಸಿ ಅನುಪಾಲನಾ ವರದಿ ಒಪ್ಪುವುದು. — [599, 692, 917, 703]
ad-line-3: ಈದ್ ಮಿಲಾದ್ — [371, 922, 459, 942]
ad-line-3: (ಶರಣಬಸವೇಶ್ವರ ಮಠ, ಆಂದೋಲಾ, ಜೇವರ್ಗಿ) — [268, 1256, 380, 1264]
ad-line-4: ಒಕ್ಕೂರೊಳಗಿನ ಪೌರ — [281, 1272, 367, 1287]
author-phone: 9880553750 — [183, 185, 232, 193]
story-dateline: ● ಸುದ್ದಿಮೂಲ ವಾರ್ತೆ ರಾಯಚೂರು, ಸೆ.04: — [370, 710, 478, 718]
person-photo — [344, 1346, 406, 1408]
radhakrishnan-portrait — [266, 896, 322, 966]
signature-left-3: ಪಿಕಾರ್ಡ್ ಬ್ಯಾಂಕ್ ನಿ. ಮಾನವಿ — [613, 1445, 681, 1453]
reference-date: ದಿನಾಂಕ : 04.09.2025 — [839, 963, 909, 971]
story-body-left: ಮಳೆ ಬಂದರೆ ಕೆಸರು ಮಜ್ಜನ, ಬಿಸಿಲಿದ್ದರೆ ಧೂಳಿನ ಮಜ್ಜನ. ರಸ್ತೆಯ ಮಧ್ಯದವರೆಗೂ ಗುಂಡಿ ಅಗೆದಿರುವ ಪರಿಣಾಮ ಕೆಲವೆಡೆ ಕಡಲ, ಅರ್ಧದಷ್ಟು ಗುಂಡಿ ಕೊಳೆತ ಸ್ಥಿತಿ ಕೂಡಿರುವುದರಿಂದ ಪಟ್ಟಣದಲ್ಲಿ ಸಾರ್ವಜನಿಕರು ಪರದಾಡುವಂತಾಗಿದೆ. ವಾಲ್ಮೀಕಿ ಸರ್ಕಲ್ನಿಂದ ಬಸವ ಸರ್ಕಲ್ ಮಾರ್ಗವಾಗಿ ತಹಶೀಲ ಕಾರ್ಯಾಲಯದವರೆಗೆ 1.5 ಕಿ.ಮೀ. ಉದ್ದದ ರಸ್ತೆಯಲ್ಲಿ ಕರೆಯೊಂದು ಕಿಂಗ್ಸ್ ಕರೆಯೊಂದು ಕಿಂಗ್ ಅವರ ಜಲಧಾರೆ ಕಾಮಗಾರಿ ಪ್ರಾರಂಭಿಸಿದ್ದರು. ಕಾಮಗಾರಿ ಪ್ರಾರಂಭವಾಗಿ ತಿಂಗಳುಗಳು ಕಳೆದರೂ ಗುತ್ತಿಗೆದಾರರ ನಿರ್ಲಕ್ಷ್ಯದಿಂದ ಕಾಮಗಾರಿ ಆಮೆಗತಿಯಲ್ಲಿ ಸಾಗುತ್ತಿದೆ. — [254, 341, 414, 429]
singer-photo — [194, 628, 264, 704]
bank-logo — [599, 887, 629, 917]
story-body-right: ಗುಂಡಿಗಳನ್ನು ತೋಡಿ ಮುಚ್ಚದ ಪರಿಣಾಮ ಪಾದಚಾರಿಗಳು, ವಾಹನ ಸವಾರರು ಹಾಗೂ ವ್ಯಾಪಾರಸ್ಥರು ತೀವ್ರ ತೊಂದರೆ ಅನುಭವಿಸುತ್ತಿದ್ದಾರೆ. ಕೆಸರು ತುಂಬಿದ ರಸ್ತೆಯಲ್ಲಿ ಬೈಕ್ ಸವಾರರು ಜಾರಿ ಬೀಳುತ್ತಿದ್ದಾರೆ. ಅಂಗಡಿಗಳ ಮುಂದೆ ಧೂಳು ಮುಸುಕಿ ವ್ಯಾಪಾರ ವಹಿವಾಟಿಗೆ ಹೊಡೆತ ಬಿದ್ದಿದೆ. ಮಳೆಗಾಲದಲ್ಲಿ ಮಕ್ಕಳು ಶಾಲೆಗೆ ಹೋಗಲು ಪರದಾಡುವಂತಾಗಿದೆ. ಸಂಬಂಧಿಸಿದ ಅಧಿಕಾರಿಗಳು ಕೂಡಲೇ ಕ್ರಮ ಕೈಗೊಂಡು ಕಾಮಗಾರಿ ಶೀಘ್ರ ಪೂರ್ಣಗೊಳಿಸಬೇಕು ಎಂದು ವ್ಯಾಪಾರಸ್ಥರು ಹಾಗೂ ಸಾರ್ವಜನಿಕರು ಒತ್ತಾಯಿಸಿದ್ದಾರೆ. — [420, 329, 578, 407]
ad-message: ಪ್ರತಿಯೊಬ್ಬ ವ್ಯಕ್ತಿಗೂ ಗುರುವಿನ ಸ್ಥಾನದಲ್ಲಿ ನಿಂತು ಜೀವನದಲ್ಲಿ ಶಿಕ್ಷಣ ಹಾಗೂ ಜೀವನ ಮೌಲ್ಯ ತುಂಬಿದ ಸೆಪ್ಟೆಂಬರ್ 05 ರ ಶಿಕ್ಷಕರ ದಿನಾಚರಣೆ ಹಾಗೂ ಮುಸಲ್ಮಾನ್ ಸಮುದಾಯ ಬಂಧುಗಳ ಮಹಮ್ಮದ್ ಪೈಗಂಬರ್ ಜಯಂತಿಯ ಈದ್ ಮಿಲಾದ್ ಹಬ್ಬದ ಹಾರ್ದಿಕ ಶುಭಾಶಯಗಳು — [271, 985, 461, 1030]
person-photo — [152, 1346, 214, 1408]
notice-heading: 4ನೇ ವಾರ್ಷಿಕ ಸಾಮಾನ್ಯ ಸಭೆಯ ಸೂಚನಾ ಪತ್ರ — [633, 213, 883, 230]
